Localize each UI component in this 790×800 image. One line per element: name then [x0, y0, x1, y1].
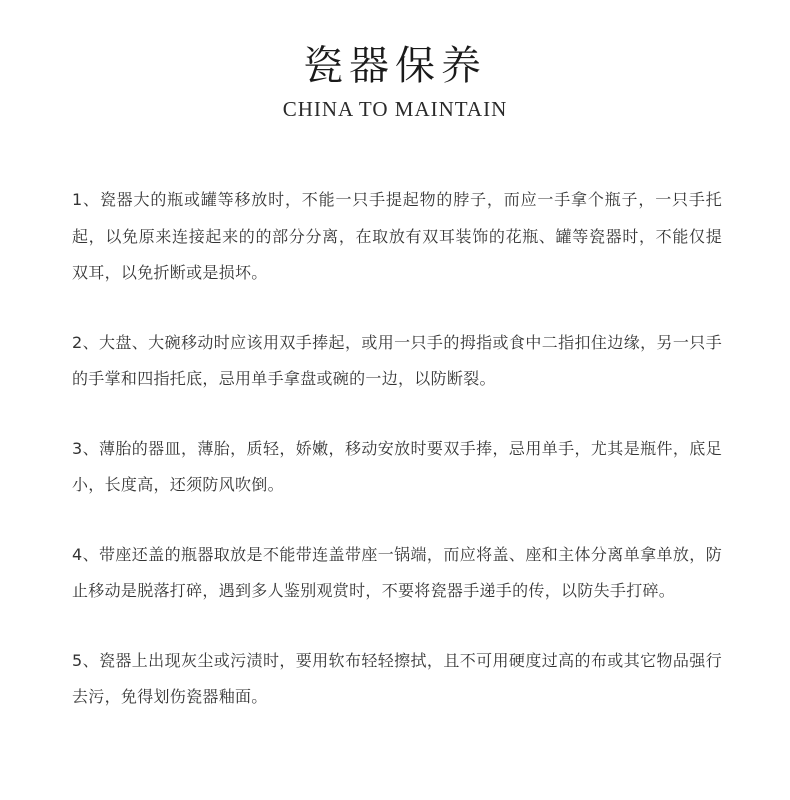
paragraph-3: 3、薄胎的器皿，薄胎，质轻，娇嫩，移动安放时要双手捧，忌用单手，尤其是瓶件，底足小，长度高，还须防风吹倒。 [72, 438, 722, 494]
paragraph-4: 4、带座还盖的瓶器取放是不能带连盖带座一锅端，而应将盖、座和主体分离单拿单放，防止移动是脱落打碎，遇到多人鉴别观赏时，不要将瓷器手递手的传，以防失手打碎。 [72, 544, 722, 600]
article-body [72, 182, 722, 749]
paragraph-1: 1、瓷器大的瓶或罐等移放时，不能一只手提起物的脖子，而应一手拿个瓶子，一只手托起，以免原来连接起来的的部分分离，在取放有双耳装饰的花瓶、罐等瓷器时，不能仅提双耳，以免折断或是损坏。 [72, 190, 722, 282]
paragraph-2: 2、大盘、大碗移动时应该用双手捧起，或用一只手的拇指或食中二指扣住边缘，另一只手的手掌和四指托底，忌用单手拿盘或碗的一边，以防断裂。 [72, 332, 722, 388]
paragraph-5: 5、瓷器上出现灰尘或污渍时，要用软布轻轻擦拭，且不可用硬度过高的布或其它物品强行去污，免得划伤瓷器釉面。 [72, 650, 722, 706]
page-subtitle: CHINA TO MAINTAIN [282, 97, 508, 121]
page-title: 瓷器保养 [303, 43, 487, 89]
